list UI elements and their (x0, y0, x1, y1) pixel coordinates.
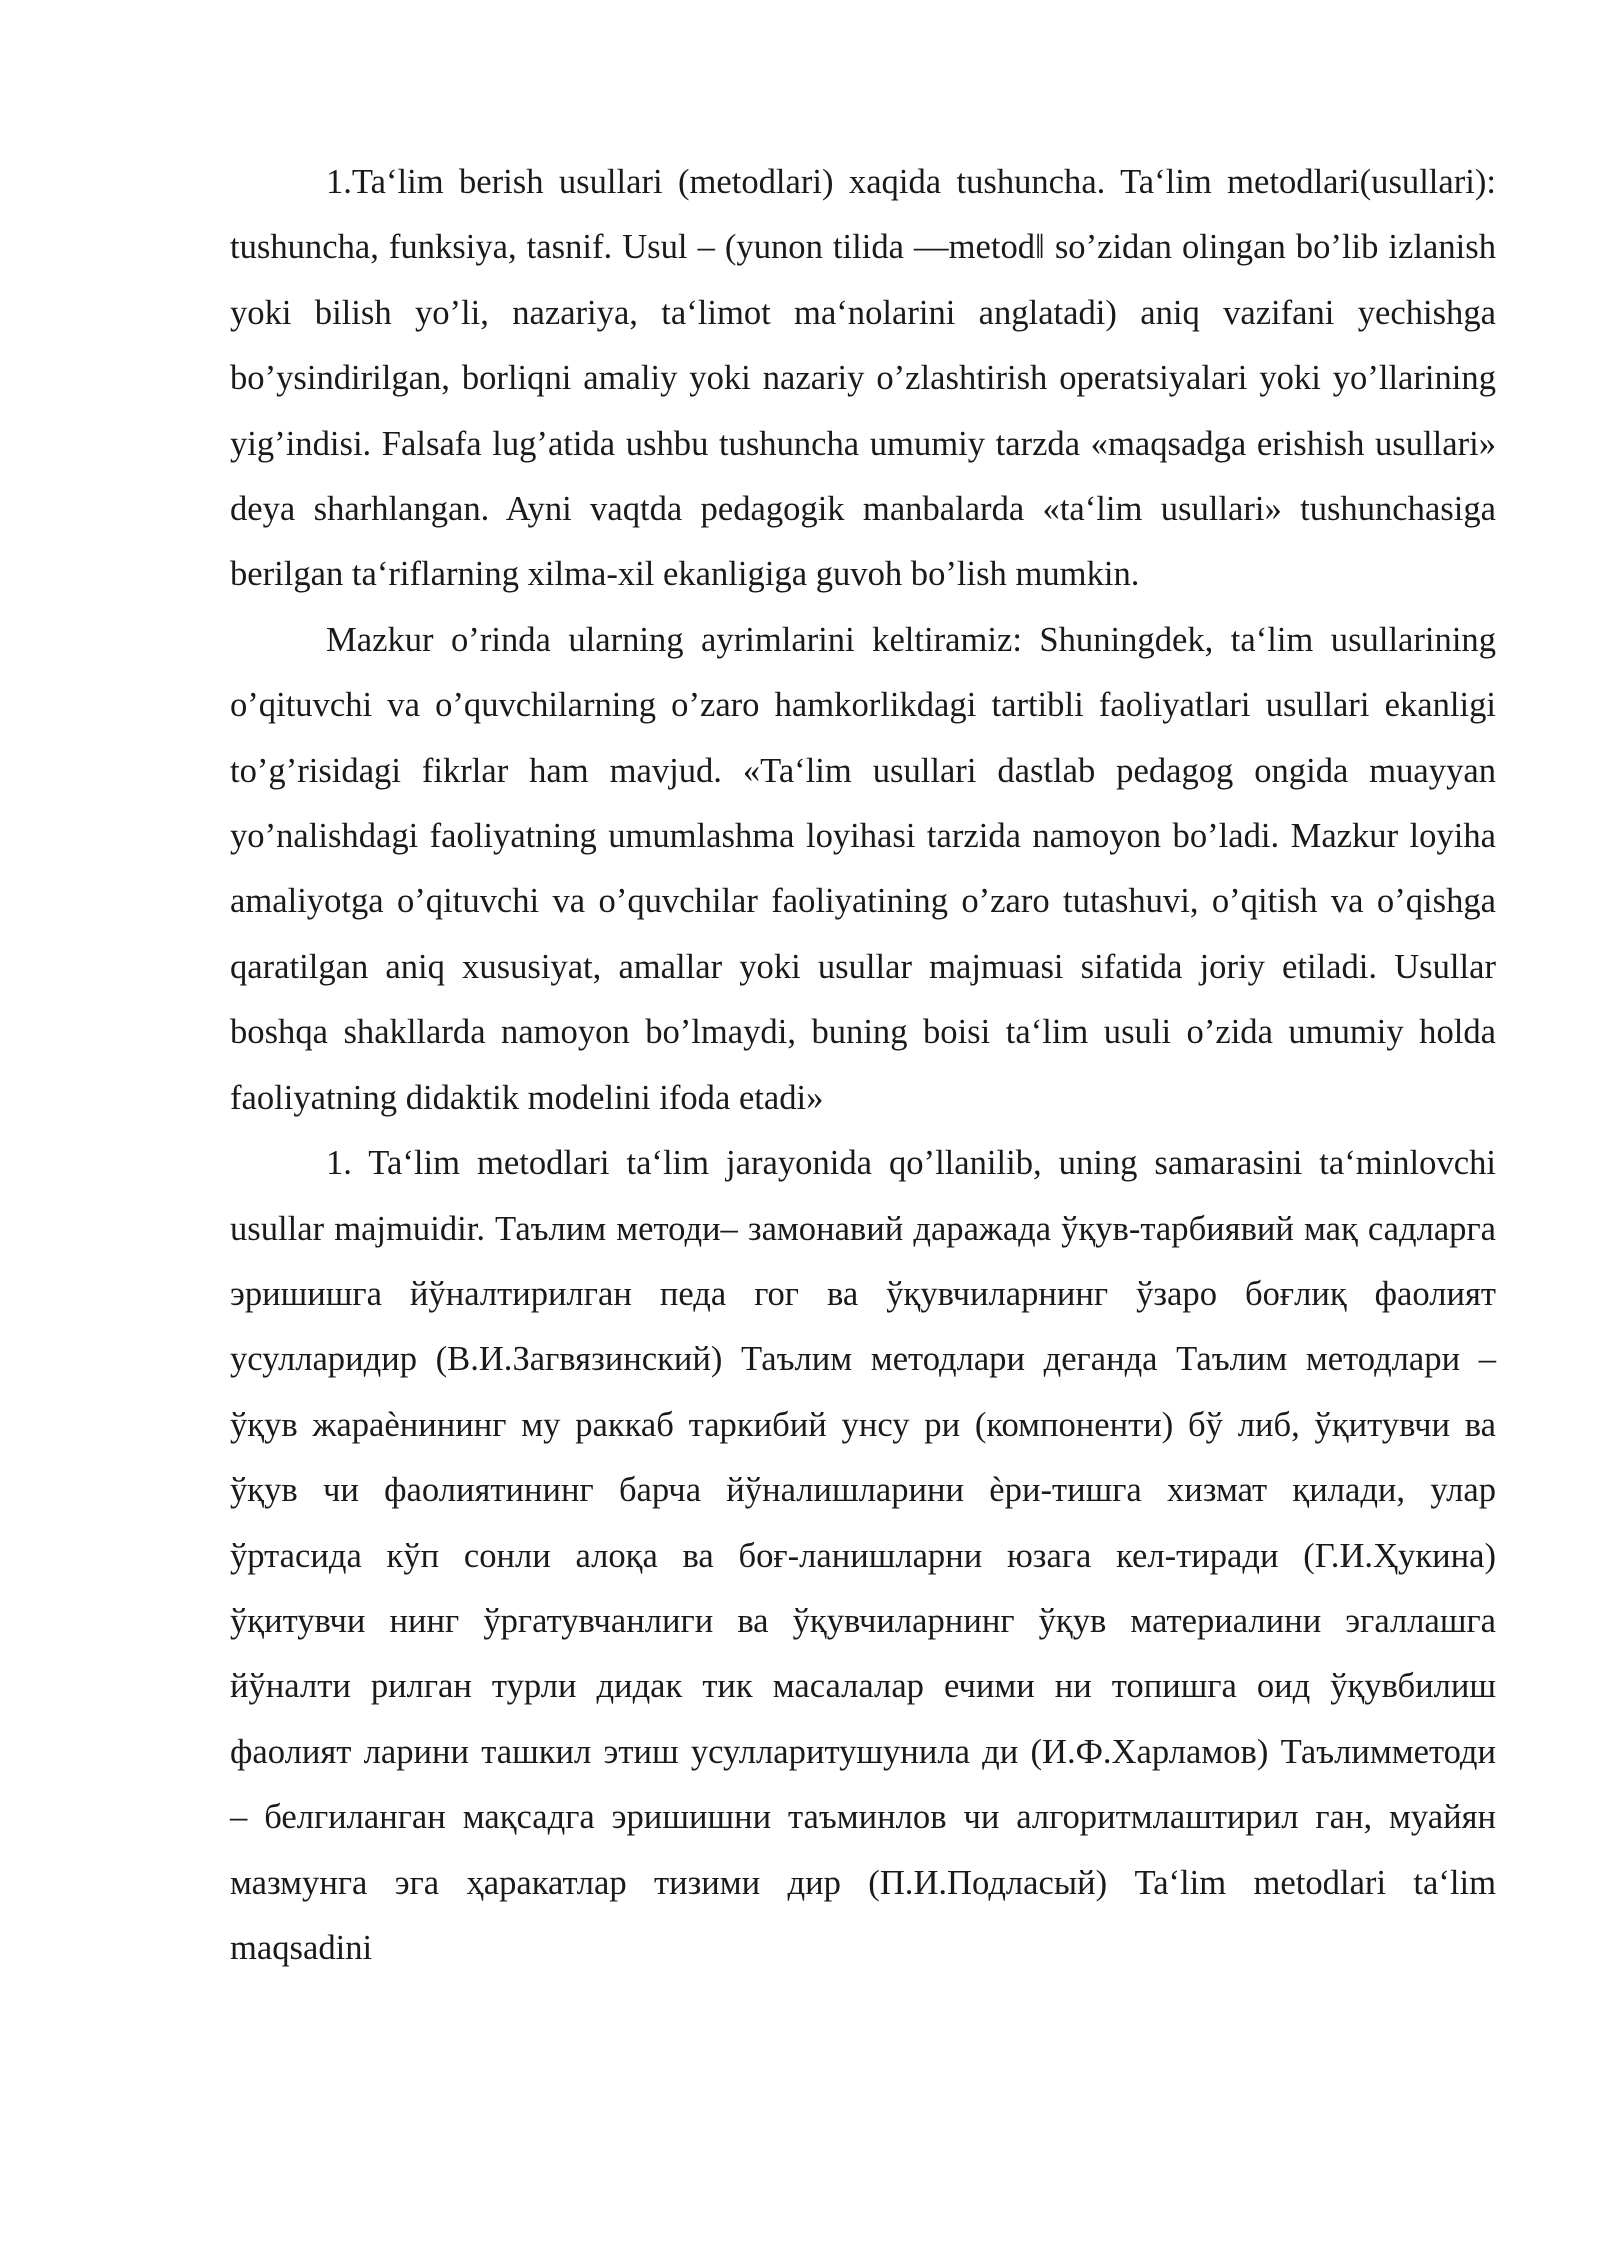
paragraph-1: 1.Taʻlim berish usullari (metodlari) xaqida tushuncha. Taʻlim metodlari(usullari): tushuncha, funksiya, tasnif. Usul – (yunon tilida ―metod‖ so’zidan olingan bo’lib izlanish yoki bilish yo’li, nazariya, taʻlimot maʻnolarini anglatadi) aniq vazifani yechishga bo’ysindirilgan, borliqni amaliy yoki nazariy o’zlashtirish operatsiyalari yoki yo’llarining yig’indisi. Falsafa lug’atida ushbu tushuncha umumiy tarzda «maqsadga erishish usullari» deya sharhlangan. Ayni vaqtda pedagogik manbalarda «taʻlim usullari» tushunchasiga berilgan taʻriflarning xilma-xil ekanligiga guvoh bo’lish mumkin. (230, 163, 1496, 594)
paragraph-2: Mazkur o’rinda ularning ayrimlarini keltiramiz: Shuningdek, taʻlim usullarining o’qituvchi va o’quvchilarning o’zaro hamkorlikdagi tartibli faoliyatlari usullari ekanligi to’g’risidagi fikrlar ham mavjud. «Taʻlim usullari dastlab pedagog ongida muayyan yo’nalishdagi faoliyatning umumlashma loyihasi tarzida namoyon bo’ladi. Mazkur loyiha amaliyotga o’qituvchi va o’quvchilar faoliyatining o’zaro tutashuvi, o’qitish va o’qishga qaratilgan aniq xususiyat, amallar yoki usullar majmuasi sifatida joriy etiladi. Usullar boshqa shakllarda namoyon bo’lmaydi, buning boisi taʻlim usuli o’zida umumiy holda faoliyatning didaktik modelini ifoda etadi» (230, 620, 1496, 1117)
paragraph-3: 1. Taʻlim metodlari taʻlim jarayonida qo’llanilib, uning samarasini taʻminlovchi usullar majmuidir. Таълим методи– замонавий даражада ўқув-тарбиявий мақ садларга эришишга йўналтирилган педа гог ва ўқувчиларнинг ўзаро боғлиқ фаолият усулларидир (В.И.Загвязинский) Таълим методлари деганда Таълим методлари – ўқув жараѐнининг му раккаб таркибий унсу ри (компоненти) бў либ, ўқитувчи ва ўқув чи фаолиятининг барча йўналишларини ѐри-тишга хизмат қилади, улар ўртасида кўп сонли алоқа ва боғ-ланишларни юзага кел-тиради (Г.И.Ҳукина) ўқитувчи нинг ўргатувчанлиги ва ўқувчиларнинг ўқув материалини эгаллашга йўналти рилган турли дидак тик масалалар ечими ни топишга оид ўқувбилиш фаолият ларини ташкил этиш усулларитушунила ди (И.Ф.Харламов) Таълимметоди – белгиланган мақсадга эришишни таъминлов чи алгоритмлаштирил ган, муайян мазмунга эга ҳаракатлар тизими дир (П.И.Подласый) Taʻlim metodlari taʻlim maqsadini (230, 1144, 1496, 1967)
document-page (230, 150, 1496, 1981)
